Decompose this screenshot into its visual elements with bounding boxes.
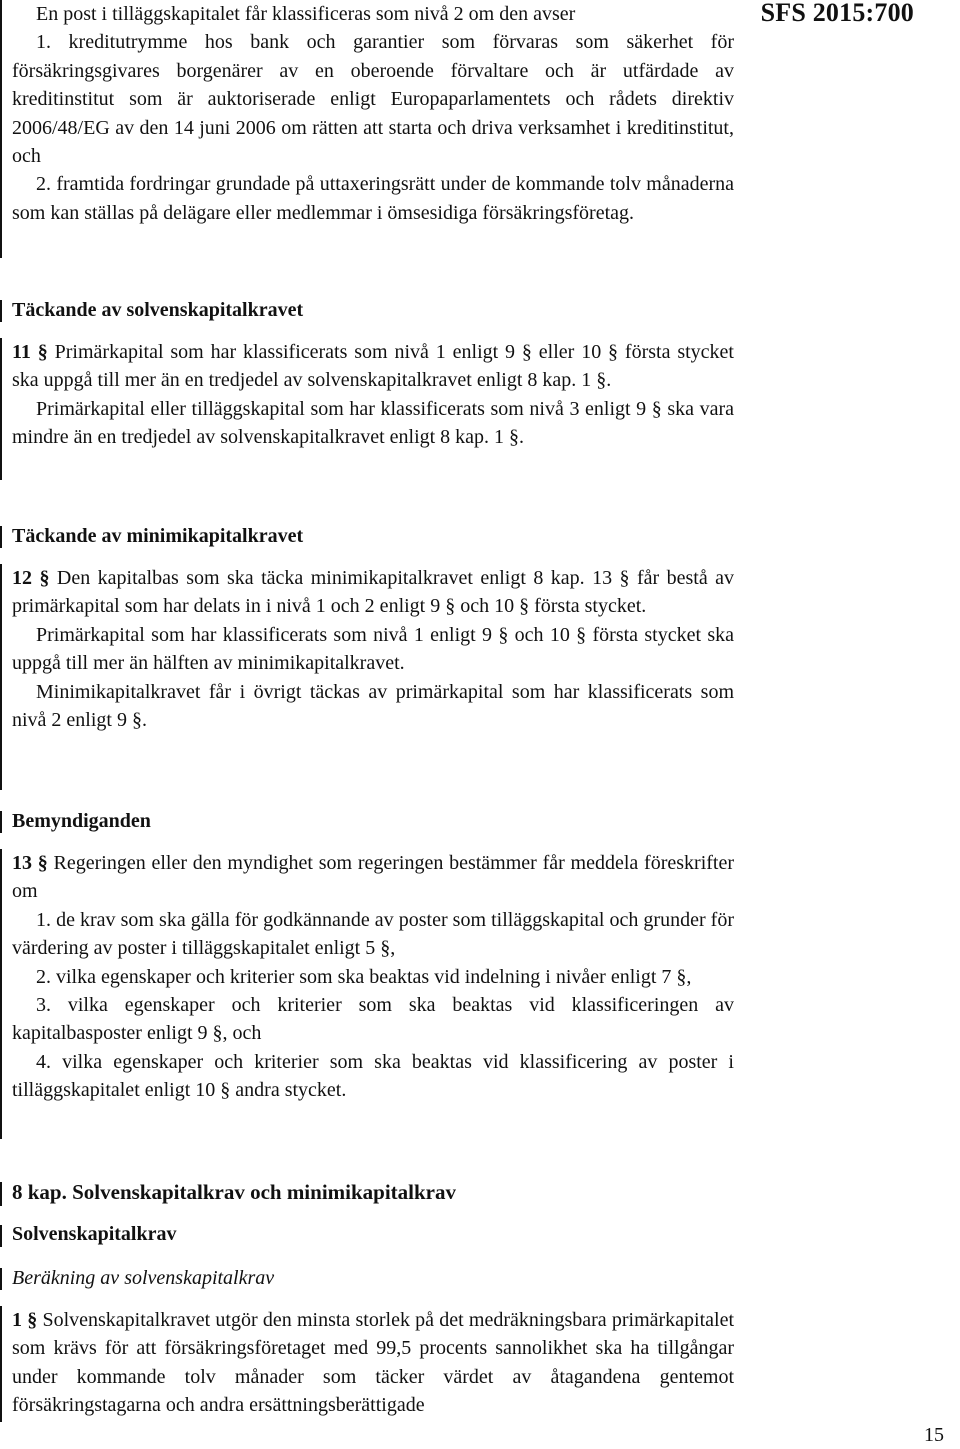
chapter-title: 8 kap. Solvenskapitalkrav och minimikapitalkrav (12, 1180, 457, 1204)
section-minimi (12, 522, 734, 734)
paragraph-text: Primärkapital eller tilläggskapital som har klassificerats som nivå 3 enligt 9 § ska vara mindre än en tredjedel av solvenskapitalkravet enligt 8 kap. 1 §. (12, 397, 734, 449)
change-bar (0, 338, 2, 480)
section-bemyndiganden (12, 807, 734, 1105)
paragraph-text: Den kapitalbas som ska täcka minimikapitalkravet enligt 8 kap. 13 § får bestå av primärkapital som har delats in i nivå 1 och 2 enligt 9 § och 10 § första stycket. (12, 567, 735, 618)
paragraph-number: 13 § (12, 852, 48, 874)
section-heading: Täckande av minimikapitalkravet (12, 525, 304, 547)
paragraph-number: 11 § (12, 341, 48, 363)
list-item: 1. de krav som ska gälla för godkännande av poster som tilläggskapital och grunder för värdering av poster i tilläggskapitalet enligt 5 §, (12, 908, 734, 960)
change-bar (0, 300, 2, 322)
chapter-subheading: Beräkning av solvenskapitalkrav (12, 1267, 275, 1289)
intro-item-2: 2. framtida fordringar grundade på uttaxeringsrätt under de kommande tolv månaderna som kan ställas på delägare eller medlemmar i ömsesidiga försäkringsföretag. (12, 173, 734, 224)
paragraph-text: Regeringen eller den myndighet som regeringen bestämmer får meddela föreskrifter om (12, 852, 735, 903)
chapter-section (12, 1178, 734, 1420)
paragraph-text: Primärkapital som har klassificerats som nivå 1 enligt 9 § eller 10 § första stycket ska uppgå till mer än en tredjedel av solvenskapitalkravet enligt 8 kap. 1 §. (12, 341, 734, 392)
sfs-number: SFS 2015:700 (760, 0, 914, 27)
section-heading: Bemyndiganden (12, 810, 151, 832)
change-bar (0, 1225, 2, 1247)
paragraph-text: Solvenskapitalkravet utgör den minsta storlek på det medräkningsbara primärkapitalet som krävs för att försäkringsföretaget med 99,5 procents sannolikhet ska ha tillgångar under kommande tolv månader som täcker värdet av åtagandena gentemot försäkringstagarna och andra ersättningsberättigade (12, 1309, 735, 1417)
chapter-subtitle: Solvenskapitalkrav (12, 1223, 177, 1245)
change-bar (0, 564, 2, 790)
change-bar (0, 1306, 2, 1422)
intro-paragraph: En post i tilläggskapitalet får klassificeras som nivå 2 om den avser (36, 3, 576, 25)
intro-section (12, 0, 734, 227)
section-solvens (12, 296, 734, 452)
list-item: 2. vilka egenskaper och kriterier som ska beaktas vid indelning i nivåer enligt 7 §, (36, 965, 692, 988)
page-number: 15 (924, 1424, 944, 1446)
change-bar (0, 1182, 2, 1206)
change-bar (0, 849, 2, 1139)
intro-item-1: 1. kreditutrymme hos bank och garantier som förvaras som säkerhet för försäkringsgivares borgenärer av en oberoende förvaltare och är utfärdade av kreditinstitut som är auktoriserade enligt Europaparlamentets och rådets direktiv 2006/48/EG av den 14 juni 2006 om rätten att starta och driva verksamhet i kreditinstitut, och (12, 31, 734, 168)
change-bar (0, 526, 2, 548)
change-bar (0, 811, 2, 833)
paragraph-number: 12 § (12, 567, 50, 589)
paragraph-text: Primärkapital som har klassificerats som nivå 1 enligt 9 § och 10 § första stycket ska uppgå till mer än hälften av minimikapitalkravet. (12, 623, 734, 675)
section-heading: Täckande av solvenskapitalkravet (12, 299, 304, 321)
change-bar (0, 1268, 2, 1290)
paragraph-number: 1 § (12, 1309, 38, 1331)
list-item: 4. vilka egenskaper och kriterier som ska beaktas vid klassificering av poster i tilläggskapitalet enligt 10 § andra stycket. (12, 1050, 734, 1102)
paragraph-text: Minimikapitalkravet får i övrigt täckas av primärkapital som har klassificerats som nivå 2 enligt 9 §. (12, 680, 734, 732)
list-item: 3. vilka egenskaper och kriterier som ska beaktas vid klassificeringen av kapitalbasposter enligt 9 §, och (12, 994, 734, 1045)
change-bar (0, 0, 2, 258)
